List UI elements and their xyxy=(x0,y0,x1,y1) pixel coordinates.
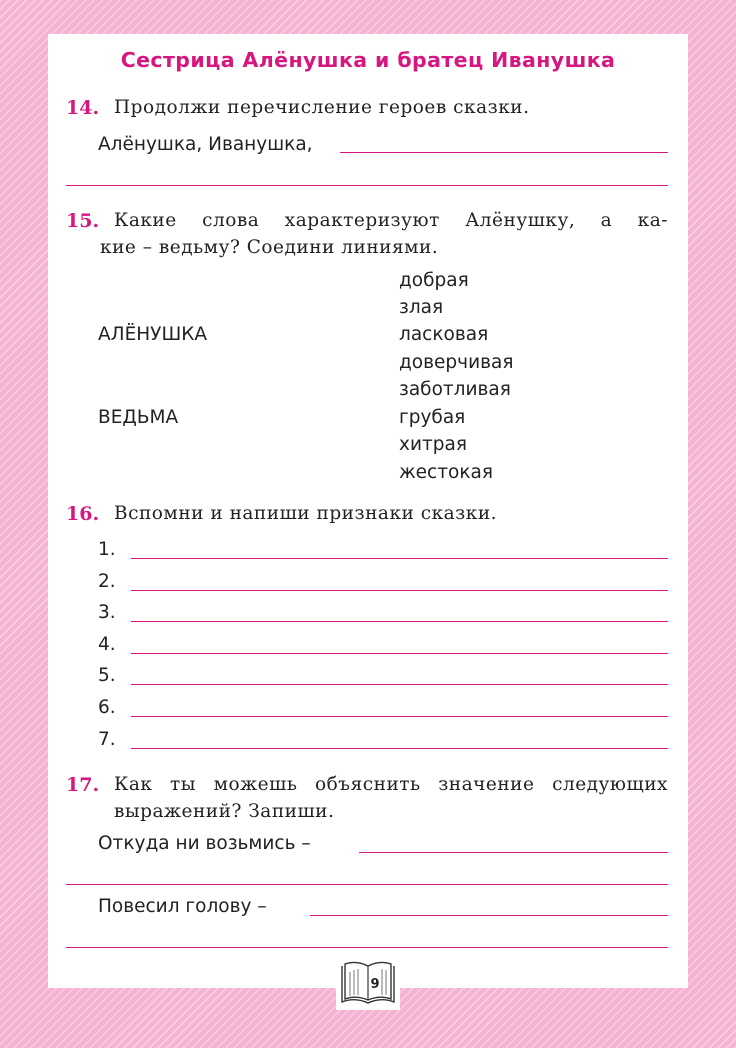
q17-answer-line[interactable] xyxy=(359,852,668,853)
q14-answer-line-2[interactable] xyxy=(66,185,668,186)
q16-answer-line[interactable] xyxy=(131,558,668,559)
q17-expression-2: Повесил голову – xyxy=(98,896,267,917)
q16-answer-line[interactable] xyxy=(131,590,668,591)
page-number: 9 xyxy=(370,977,380,992)
q16-answer-line[interactable] xyxy=(131,621,668,622)
q16-item-label: 7. xyxy=(98,729,116,750)
q14-answer-line-1[interactable] xyxy=(340,152,668,153)
q16-text: Вспомни и напиши признаки сказки. xyxy=(114,503,498,524)
q17-text-line2: выражений? Запиши. xyxy=(114,801,335,822)
workbook-page xyxy=(48,34,688,992)
q15-word[interactable]: доверчивая xyxy=(399,352,514,373)
q17-answer-line[interactable] xyxy=(310,915,668,916)
q15-word[interactable]: злая xyxy=(399,297,444,318)
q16-item-label: 6. xyxy=(98,697,116,718)
q16-item-label: 3. xyxy=(98,602,116,623)
q16-number: 16. xyxy=(66,503,100,525)
q14-prefill: Алёнушка, Иванушка, xyxy=(98,134,313,155)
q15-left-alenushka[interactable]: АЛЁНУШКА xyxy=(98,324,208,345)
q17-expression-1: Откуда ни возьмись – xyxy=(98,833,311,854)
q15-word[interactable]: добрая xyxy=(399,270,469,291)
page-title: Сестрица Алёнушка и братец Иванушка xyxy=(120,48,616,72)
q15-word[interactable]: хитрая xyxy=(399,434,467,455)
q16-answer-line[interactable] xyxy=(131,716,668,717)
q16-item-label: 5. xyxy=(98,665,116,686)
q15-word[interactable]: жестокая xyxy=(399,462,493,483)
q16-answer-line[interactable] xyxy=(131,653,668,654)
q16-answer-line[interactable] xyxy=(131,748,668,749)
q15-number: 15. xyxy=(66,210,100,232)
q16-item-label: 4. xyxy=(98,634,116,655)
q17-text-line1: Как ты можешь объяснить значение следующих xyxy=(114,774,668,795)
q16-answer-line[interactable] xyxy=(131,684,668,685)
q17-answer-line[interactable] xyxy=(66,884,668,885)
q15-left-vedma[interactable]: ВЕДЬМА xyxy=(98,407,179,428)
q15-text-line2: кие – ведьму? Соедини линиями. xyxy=(100,237,439,258)
q17-number: 17. xyxy=(66,774,100,796)
q14-text: Продолжи перечисление героев сказки. xyxy=(114,97,530,118)
q15-text-line1: Какие слова характеризуют Алёнушку, а ка- xyxy=(114,210,668,231)
q16-item-label: 2. xyxy=(98,571,116,592)
q15-word[interactable]: грубая xyxy=(399,407,466,428)
open-book-icon xyxy=(336,956,400,1010)
q15-word[interactable]: заботливая xyxy=(399,379,511,400)
q17-answer-line[interactable] xyxy=(66,947,668,948)
q15-word[interactable]: ласковая xyxy=(399,324,489,345)
page-number-badge xyxy=(336,956,400,1010)
q16-item-label: 1. xyxy=(98,539,116,560)
q14-number: 14. xyxy=(66,97,100,119)
